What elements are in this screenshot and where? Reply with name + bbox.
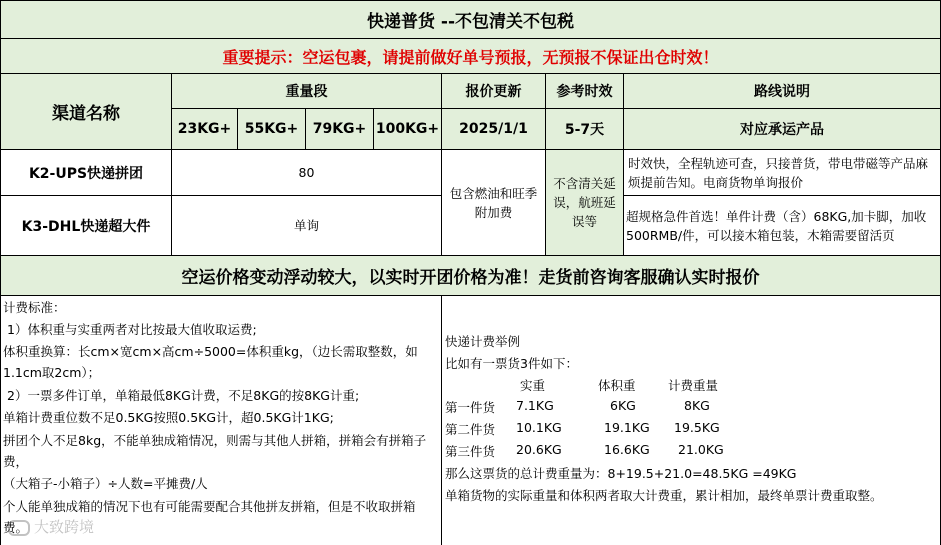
clearance-note: 不含清关延误，航班延误等 [546, 150, 624, 256]
example-item-label: 第三件货 [445, 444, 496, 459]
example-item-actual: 20.6KG [516, 442, 562, 457]
surcharge-note: 包含燃油和旺季附加费 [442, 150, 546, 256]
rules-line-7: 个人能单独成箱的情况下也有可能需要配合其他拼友拼箱，但是不收取拼箱费。 [3, 499, 416, 535]
header-weight-55: 55KG+ [238, 109, 306, 150]
example-item-label: 第二件货 [445, 422, 496, 437]
watermark-logo-icon [8, 520, 30, 536]
rules-line-4: 单箱计费重位数不足0.5KG按照0.5KG计，超0.5KG计1KG; [3, 410, 334, 425]
rules-line-5: 拼团个人不足8kg，不能单独成箱情况，则需与其他人拼箱，拼箱会有拼箱子费， [3, 433, 427, 469]
header-channel: 渠道名称 [0, 74, 172, 150]
sheet-title: 快递普货 --不包清关不包税 [0, 0, 941, 39]
example-title: 快递计费举例 [445, 334, 521, 349]
header-price-update: 报价更新 [442, 74, 546, 109]
header-route: 路线说明 [624, 74, 941, 109]
header-route-sub: 对应承运产品 [624, 109, 941, 150]
example-note: 单箱货物的实际重量和体积两者取大计费重，累计相加，最终单票计费重取整。 [445, 488, 883, 503]
header-ref-time: 参考时效 [546, 74, 624, 109]
example-col-charge: 计费重量 [668, 378, 719, 393]
header-weight-23: 23KG+ [172, 109, 238, 150]
example-col-volume: 体积重 [598, 378, 636, 393]
example-item-actual: 10.1KG [516, 420, 562, 435]
channel-k3-dhl: K3-DHL快递超大件 [0, 196, 172, 256]
header-weight-79: 79KG+ [306, 109, 374, 150]
rules-line-6: （大箱子-小箱子）÷人数=平摊费/人 [3, 476, 208, 491]
example-col-actual: 实重 [520, 378, 546, 393]
example-item-volume: 16.6KG [604, 442, 650, 457]
price-fluctuation-banner: 空运价格变动浮动较大，以实时开团价格为准！走货前咨询客服确认实时报价 [0, 256, 941, 296]
rules-title: 计费标准： [3, 300, 66, 315]
watermark [8, 516, 94, 537]
rules-line-2: 体积重换算：长cm×宽cm×高cm÷5000=体积重kg，（边长需取整数，如1.1cm取2cm）； [3, 344, 418, 380]
example-item-label: 第一件货 [445, 400, 496, 415]
route-note-k3: 超规格急件首选！单件计费（含）68KG,加卡脚，加收500RMB/件，可以接木箱包装，木箱需要留活页 [624, 196, 941, 256]
example-item-charge: 8KG [684, 398, 710, 413]
example-intro: 比如有一票货3件如下： [445, 356, 578, 371]
example-item-actual: 7.1KG [516, 398, 554, 413]
header-weight-100: 100KG+ [374, 109, 442, 150]
rules-line-3: 2）一票多件订单，单箱最低8KG计费，不足8KG的按8KG计重; [7, 388, 360, 403]
example-item-charge: 21.0KG [678, 442, 724, 457]
example-item-volume: 19.1KG [604, 420, 650, 435]
price-k3: 单询 [172, 196, 442, 256]
header-ref-time-days: 5-7天 [546, 109, 624, 150]
watermark-text: 大致跨境 [34, 518, 95, 536]
example-item-volume: 6KG [610, 398, 636, 413]
example-total: 那么这票货的总计费重量为：8+19.5+21.0=48.5KG =49KG [445, 466, 797, 481]
example-item-charge: 19.5KG [674, 420, 720, 435]
rules-line-1: 1）体积重与实重两者对比按最大值收取运费; [7, 322, 257, 337]
important-notice: 重要提示：空运包裹，请提前做好单号预报，无预报不保证出仓时效！ [0, 39, 941, 74]
route-note-k2: 时效快，全程轨迹可查，只接普货，带电带磁等产品麻烦提前告知。电商货物单询报价 [624, 150, 941, 196]
header-price-update-date: 2025/1/1 [442, 109, 546, 150]
price-k2: 80 [172, 150, 442, 196]
header-weight-band: 重量段 [172, 74, 442, 109]
channel-k2-ups: K2-UPS快递拼团 [0, 150, 172, 196]
